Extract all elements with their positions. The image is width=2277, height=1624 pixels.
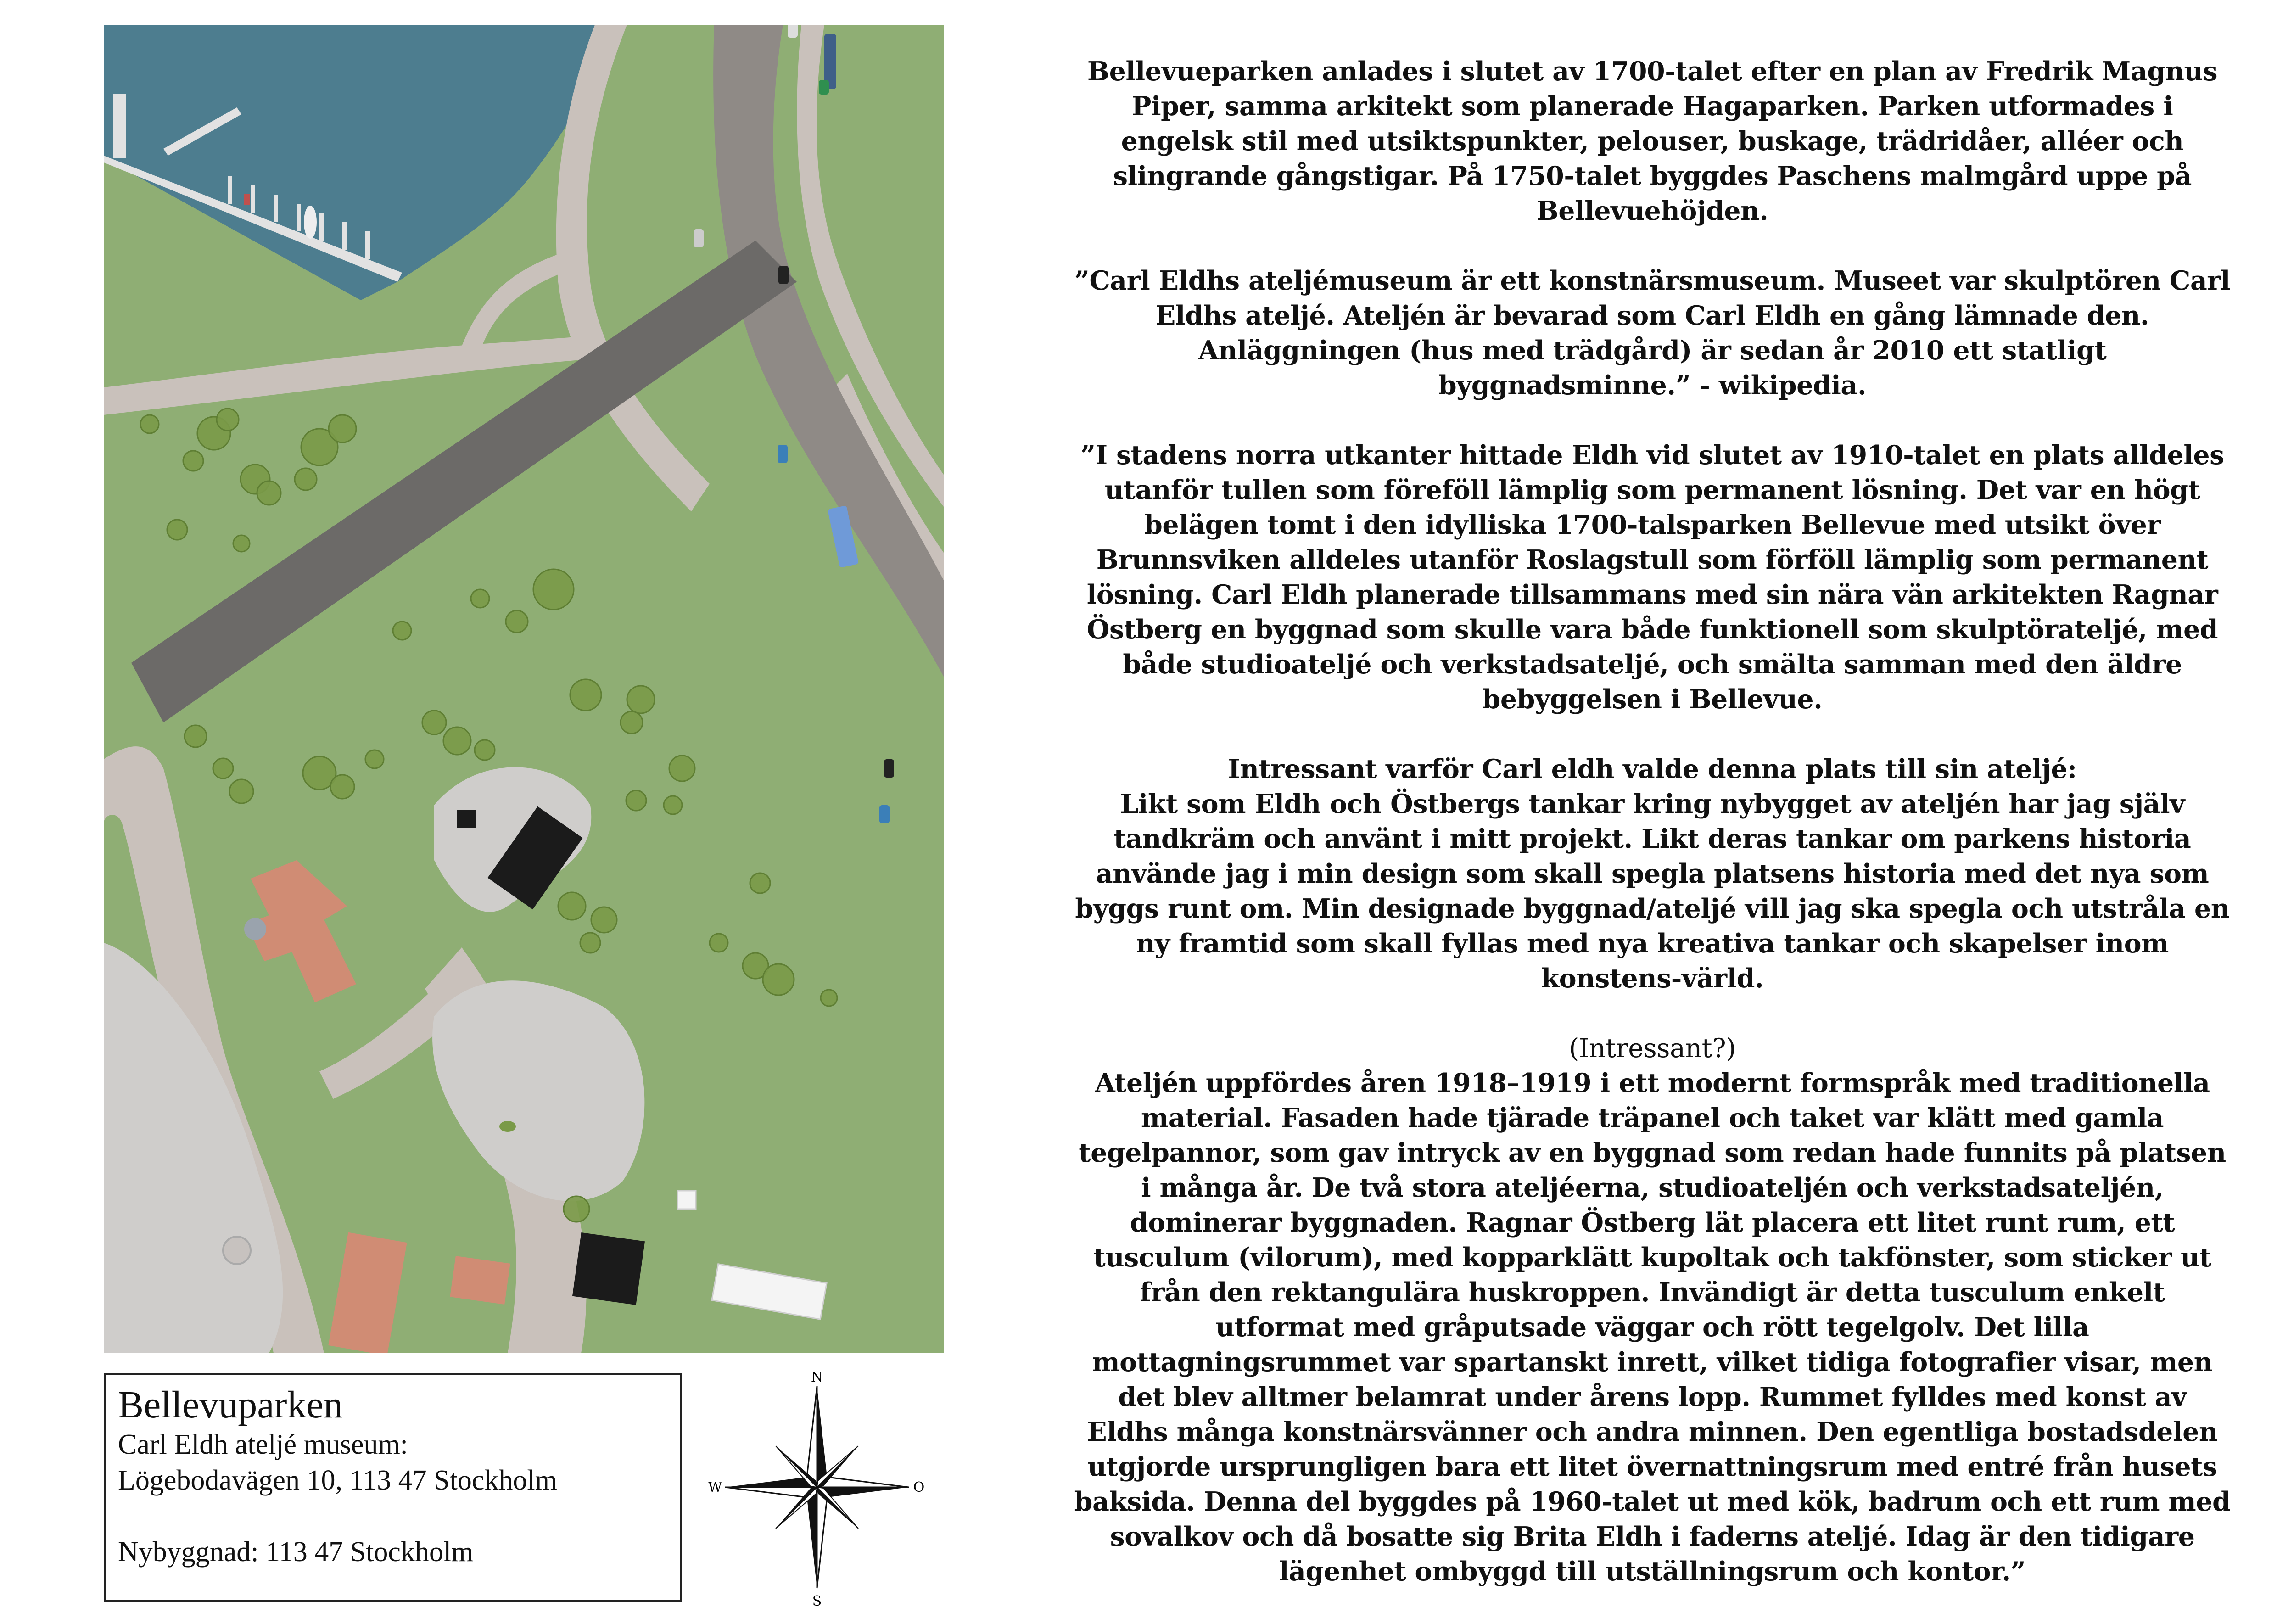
paragraph-atelier-history: Ateljén uppfördes åren 1918–1919 i ett modernt formspråk med traditionella material. Fasaden hade tjärade träpanel och taket var klätt med gamla tegelpannor, som gav intryck av en byggnad som redan hade funnits på platsen i många år. De två stora ateljéerna, studioateljén och verkstadsateljén, dominerar byggnaden. Ragnar Östberg lät placera ett litet runt rum, ett tusculum (vilorum), med kopparklätt kupoltak och takfönster, som sticker ut från den rektangulära huskroppen. Invändigt är detta tusculum enkelt utformat med gråputsade väggar och rött tegelgolv. Det lilla mottagningsrummet var spartanskt inrett, vilket tidiga fotografier visar, men det blev alltmer belamrat under årens lopp. Rummet fylldes med konst av Eldhs många konstnärsvänner och andra minnen. Den egentliga bostadsdelen utgjorde ursprungligen bara ett litet övernattningsrum med entré från husets baksida. Denna del byggdes på 1960-talet ut med kök, badrum och ett rum med sovalkov och då bosatte sig Brita Eldh i faderns ateljé. Idag är den tidigare lägenhet ombyggd till utställningsrum och kontor.”: [1074, 1068, 2231, 1587]
paragraph-design-intent: Likt som Eldh och Östbergs tankar kring nybygget av ateljén har jag själv tandkräm och använt i mitt projekt. Likt deras tankar om parkens historia använde jag i min design som skall spegla platsens historia med det nya som byggs runt om. Min designade byggnad/ateljé vill jag ska spegla och utstråla en ny framtid som skall fyllas med nya kreativa tankar och skapelser inom konstens-värld.: [1075, 789, 2230, 994]
compass-south-label: S: [812, 1593, 822, 1607]
pond: [499, 1121, 516, 1132]
legend-museum-name: Carl Eldh ateljé museum:: [118, 1429, 408, 1460]
black-roof-building: [572, 1232, 645, 1305]
heading-interesting: (Intressant?): [1569, 1033, 1736, 1064]
legend-address: Lögebodavägen 10, 113 47 Stockholm: [118, 1465, 557, 1496]
heading-why-site: Intressant varför Carl eldh valde denna plats till sin ateljé:: [1228, 754, 2077, 784]
compass-north-label: N: [811, 1369, 823, 1385]
legend-title: Bellevuparken: [118, 1383, 343, 1426]
compass-east-label: O: [913, 1479, 925, 1495]
compass-rose-icon: [698, 1368, 936, 1607]
legend-new-building: Nybyggnad: 113 47 Stockholm: [118, 1536, 474, 1568]
boat: [244, 194, 250, 205]
fountain: [223, 1237, 251, 1264]
white-building: [677, 1191, 696, 1209]
black-roof-building: [457, 810, 476, 828]
red-roof-building: [450, 1256, 510, 1305]
boat: [304, 206, 317, 239]
paragraph-park-history: Bellevueparken anlades i slutet av 1700-talet efter en plan av Fredrik Magnus Piper, samma arkitekt som planerade Hagaparken. Parken utformades i engelsk stil med utsiktspunkter, pelouser, buskage, trädridåer, alléer och slingrande gångstigar. På 1750-talet byggdes Paschens malmgård uppe på Bellevuehöjden.: [1087, 56, 2218, 226]
compass-west-label: W: [708, 1479, 722, 1495]
paragraph-museum-quote: ”Carl Eldhs ateljémuseum är ett konstnärsmuseum. Museet var skulptören Carl Eldhs ateljé. Ateljén är bevarad som Carl Eldh en gång lämnade den. Anläggningen (hus med trädgård) är sedan år 2010 ett statligt byggnadsminne.” - wikipedia.: [1074, 265, 2230, 401]
paragraph-eldh-site: ”I stadens norra utkanter hittade Eldh vid slutet av 1910-talet en plats alldeles utanför tullen som föreföll lämplig som permanent lösning. Det var en högt belägen tomt i den idylliska 1700-talsparken Bellevue med utsikt över Brunnsviken alldeles utanför Roslagstull som förföll lämplig som permanent lösning. Carl Eldh planerade tillsammans med sin nära vän arkitekten Ragnar Östberg en byggnad som skulle vara både funktionell som skulptörateljé, med både studioateljé och verkstadsateljé, och smälta samman med den äldre bebyggelsen i Bellevue.: [1080, 440, 2224, 715]
description-text: [1074, 54, 2231, 1624]
legend-box: [104, 1373, 682, 1602]
tusculum: [244, 918, 266, 940]
site-plan-map: [104, 25, 944, 1353]
